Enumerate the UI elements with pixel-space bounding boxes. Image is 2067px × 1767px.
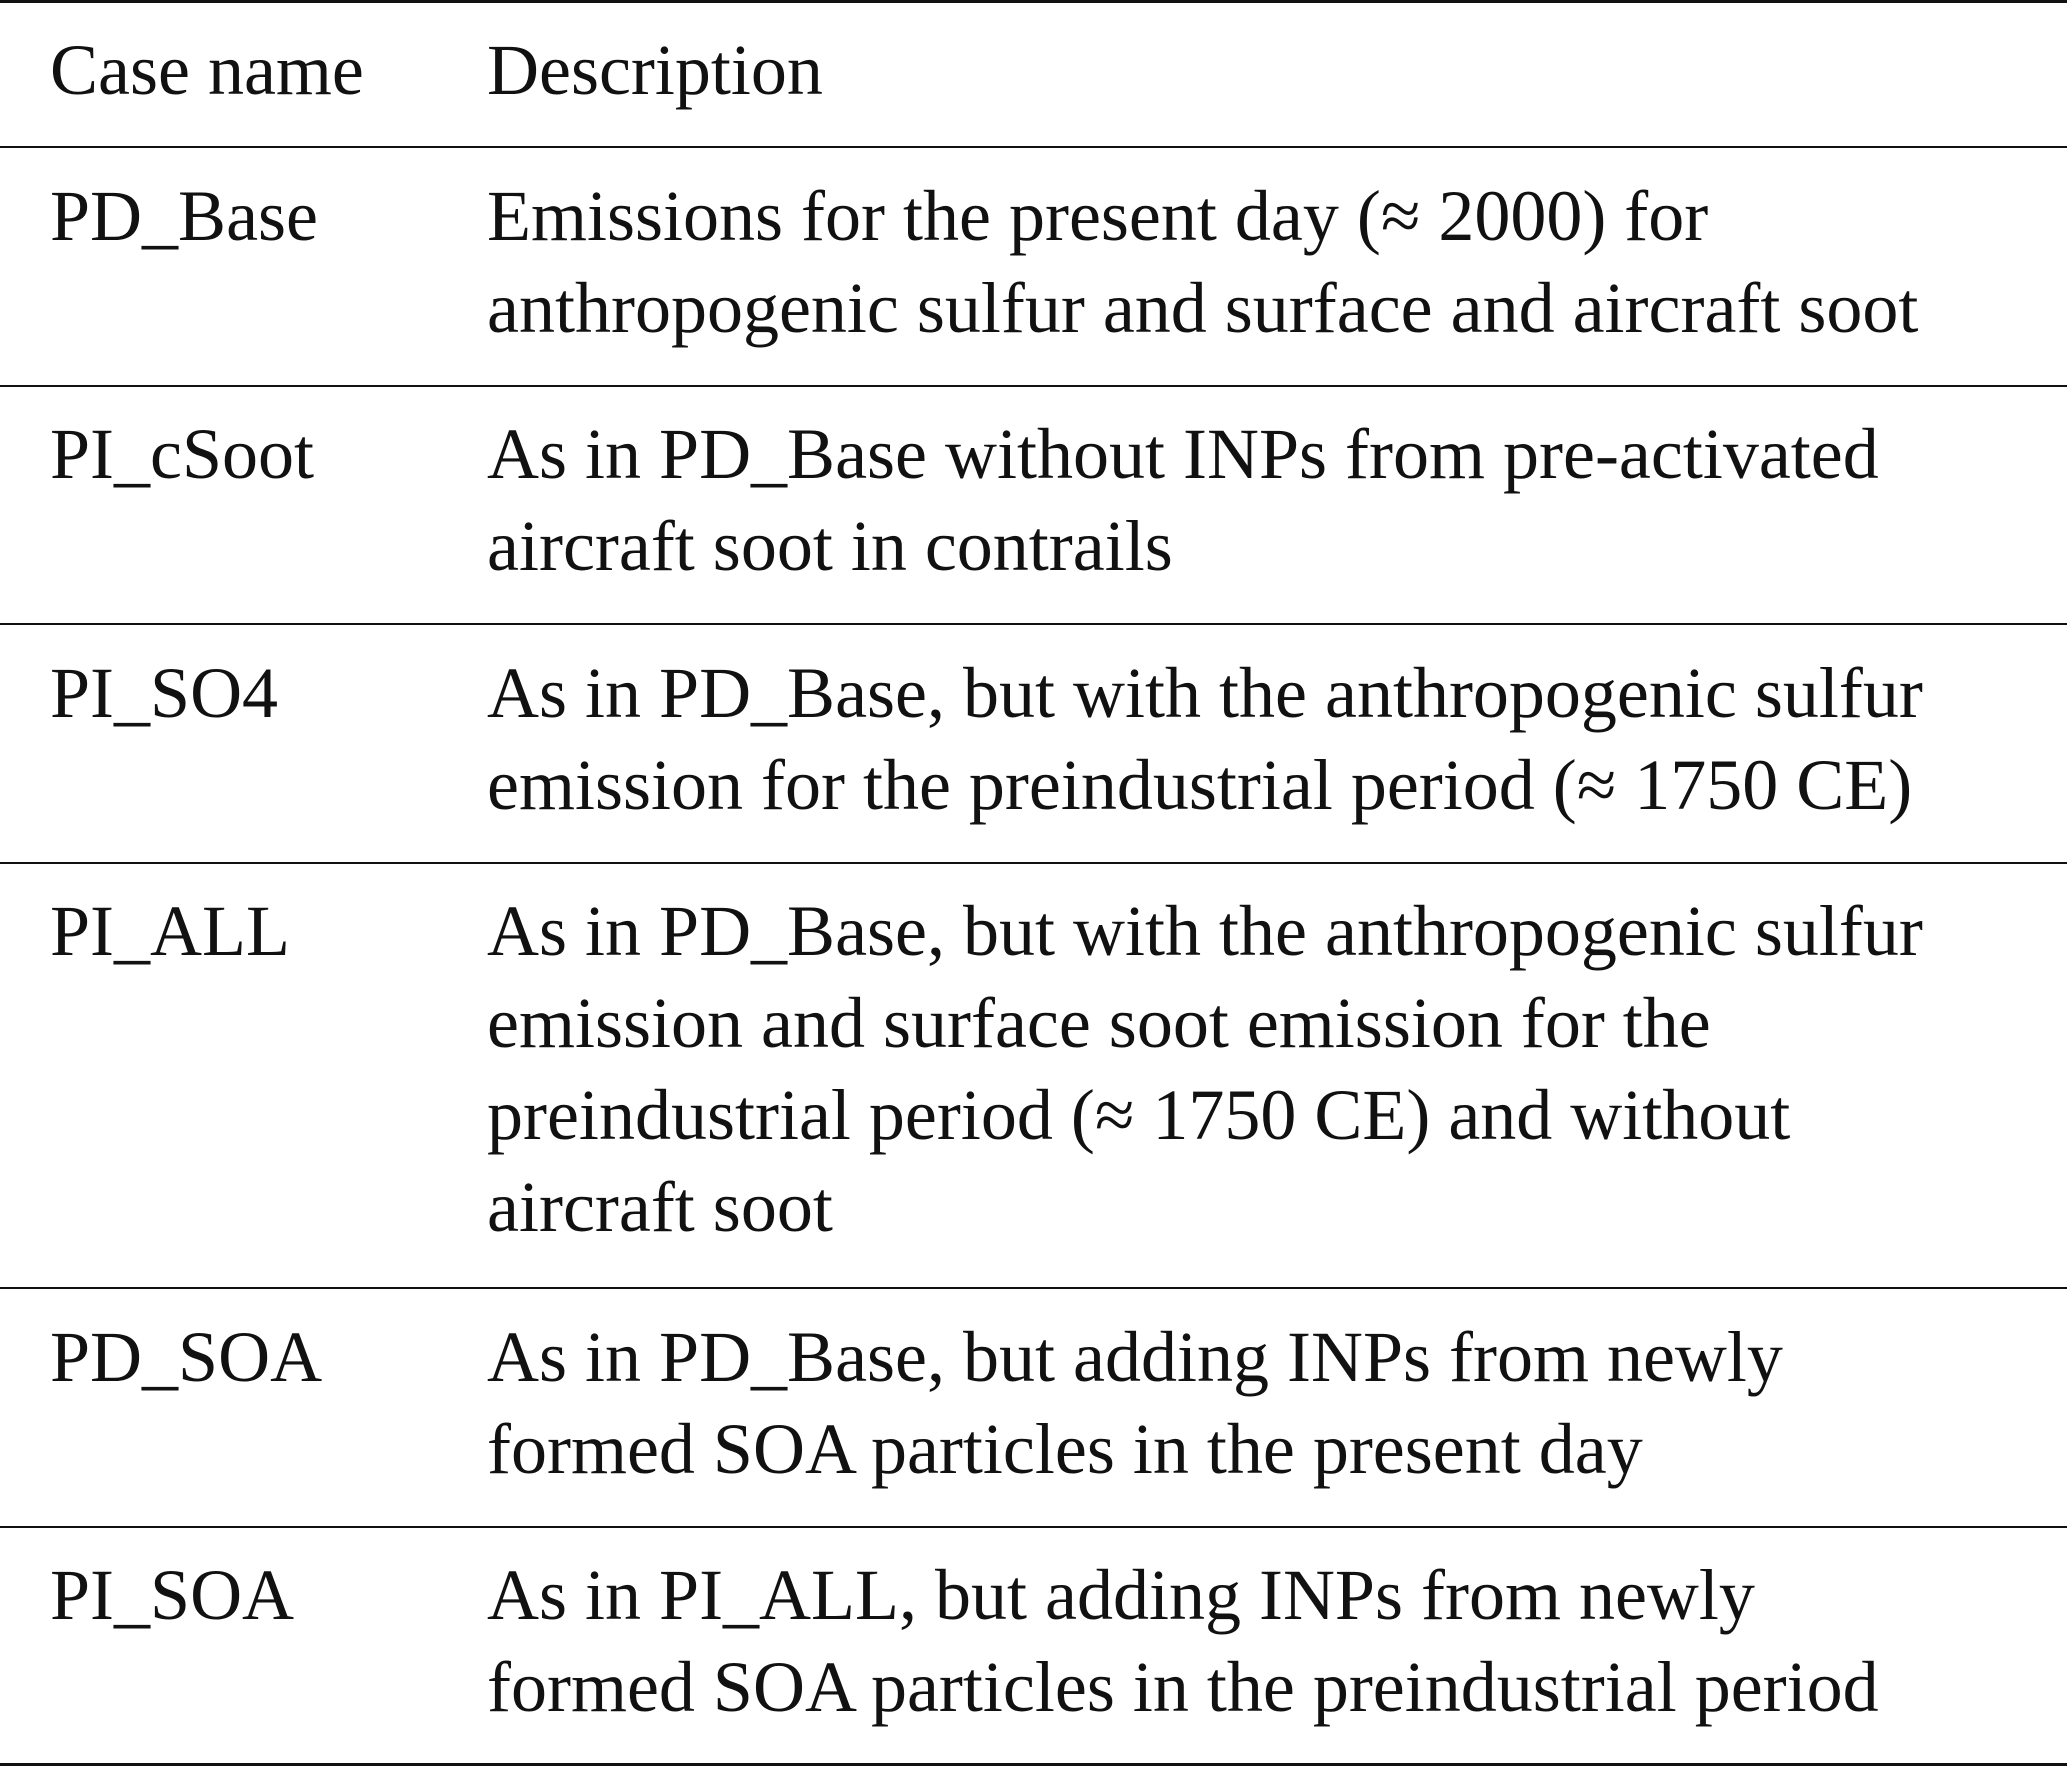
row-description-line: anthropogenic sulfur and surface and aircraft soot	[487, 268, 1919, 348]
row-divider	[0, 1287, 2067, 1289]
row-description-line: As in PD_Base, but with the anthropogenic sulfur	[487, 653, 1923, 733]
row-description-line: emission and surface soot emission for the	[487, 983, 1711, 1063]
row-description-line: emission for the preindustrial period (≈ 1750 CE)	[487, 745, 1913, 825]
row-divider	[0, 623, 2067, 625]
table-bottom-rule	[0, 1763, 2067, 1766]
row-case-name: PI_ALL	[50, 891, 290, 971]
row-description-line: aircraft soot in contrails	[487, 506, 1173, 586]
row-description-line: As in PI_ALL, but adding INPs from newly	[487, 1555, 1755, 1635]
row-description-line: preindustrial period (≈ 1750 CE) and without	[487, 1075, 1791, 1155]
row-case-name: PD_SOA	[50, 1317, 323, 1397]
row-description-line: aircraft soot	[487, 1167, 833, 1247]
row-description-line: As in PD_Base without INPs from pre-activated	[487, 414, 1879, 494]
header-bottom-rule	[0, 146, 2067, 148]
row-divider	[0, 385, 2067, 387]
row-case-name: PI_cSoot	[50, 414, 315, 494]
header-case-name: Case name	[50, 30, 364, 110]
row-case-name: PI_SOA	[50, 1555, 295, 1635]
row-divider	[0, 1526, 2067, 1528]
row-divider	[0, 862, 2067, 864]
header-description: Description	[487, 30, 823, 110]
row-description-line: formed SOA particles in the present day	[487, 1409, 1643, 1489]
row-description-line: As in PD_Base, but adding INPs from newly	[487, 1317, 1783, 1397]
row-case-name: PD_Base	[50, 176, 318, 256]
row-description-line: formed SOA particles in the preindustrial period	[487, 1647, 1879, 1727]
table-top-rule	[0, 0, 2067, 3]
row-case-name: PI_SO4	[50, 653, 279, 733]
row-description-line: Emissions for the present day (≈ 2000) for	[487, 176, 1709, 256]
row-description-line: As in PD_Base, but with the anthropogenic sulfur	[487, 891, 1923, 971]
